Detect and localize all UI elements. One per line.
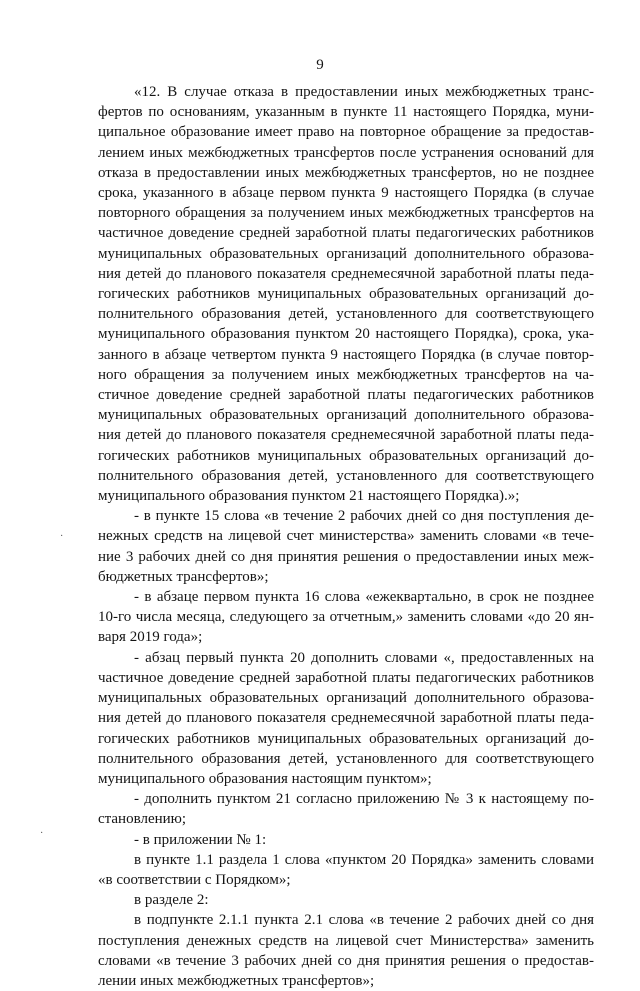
paragraph: в пункте 1.1 раздела 1 слова «пунктом 20 Порядка» заменить словами «в соответствии с Порядком»; bbox=[98, 851, 594, 888]
scan-speck: · bbox=[40, 828, 44, 839]
document-body bbox=[98, 82, 594, 991]
page-number: 9 bbox=[316, 57, 324, 73]
paragraph: - абзац первый пункта 20 дополнить словами «, предоставленных на частичное доведение средней заработной платы педагогических работников муниципальных образовательных организаций дополнительного образования детей до планового показателя среднемесячной заработной платы педагогических работников муниципальных образовательных организаций дополнительного образования детей, установленного для соответствующего муниципального образования настоящим пунктом»; bbox=[98, 649, 594, 787]
paragraph: - в пункте 15 слова «в течение 2 рабочих дней со дня поступления денежных средств на лицевой счет министерства» заменить словами «в течение 3 рабочих дней со дня принятия решения о предоставлении иных межбюджетных трансфертов»; bbox=[98, 508, 594, 585]
paragraph: в разделе 2: bbox=[134, 892, 209, 909]
paragraph: - в абзаце первом пункта 16 слова «ежеквартально, в срок не позднее 10-го числа месяца, следующего за отчетным,» заменить словами «до 20 января 2019 года»; bbox=[98, 589, 594, 646]
paragraph: - дополнить пунктом 21 согласно приложению № 3 к настоящему постановлению; bbox=[98, 791, 594, 828]
paragraph: «12. В случае отказа в предоставлении иных межбюджетных трансфертов по основаниям, указанным в пункте 11 настоящего Порядка, муниципальное образование имеет право на повторное обращение за предоставлением иных межбюджетных трансфертов после устранения оснований для отказа в предоставлении иных межбюджетных трансфертов, но не позднее срока, указанного в абзаце первом пункта 9 настоящего Порядка (в случае повторного обращения за получением иных межбюджетных трансфертов на частичное доведение средней заработной платы педагогических работников муниципальных образовательных организаций дополнительного образования детей до планового показателя среднемесячной заработной платы педагогических работников муниципальных образовательных организаций дополнительного образования детей, установленного для соответствующего муниципального образования пунктом 20 настоящего Порядка), срока, указанного в абзаце четвертом пункта 9 настоящего Порядка (в случае повторного обращения за получением иных межбюджетных трансфертов на частичное доведение средней заработной платы педагогических работников муниципальных образовательных организаций дополнительного образования детей до планового показателя среднемесячной заработной платы педагогических работников муниципальных образовательных организаций дополнительного образования детей, установленного для соответствующего муниципального образования пунктом 21 настоящего Порядка).»; bbox=[98, 84, 594, 505]
paragraph: - в приложении № 1: bbox=[134, 831, 267, 848]
paragraph: в подпункте 2.1.1 пункта 2.1 слова «в течение 2 рабочих дней со дня поступления денежных средств на лицевой счет Министерства» заменить словами «в течение 3 рабочих дней со дня принятия решения о предоставлении иных межбюджетных трансфертов»; bbox=[98, 912, 594, 989]
scan-speck: · bbox=[60, 531, 64, 542]
